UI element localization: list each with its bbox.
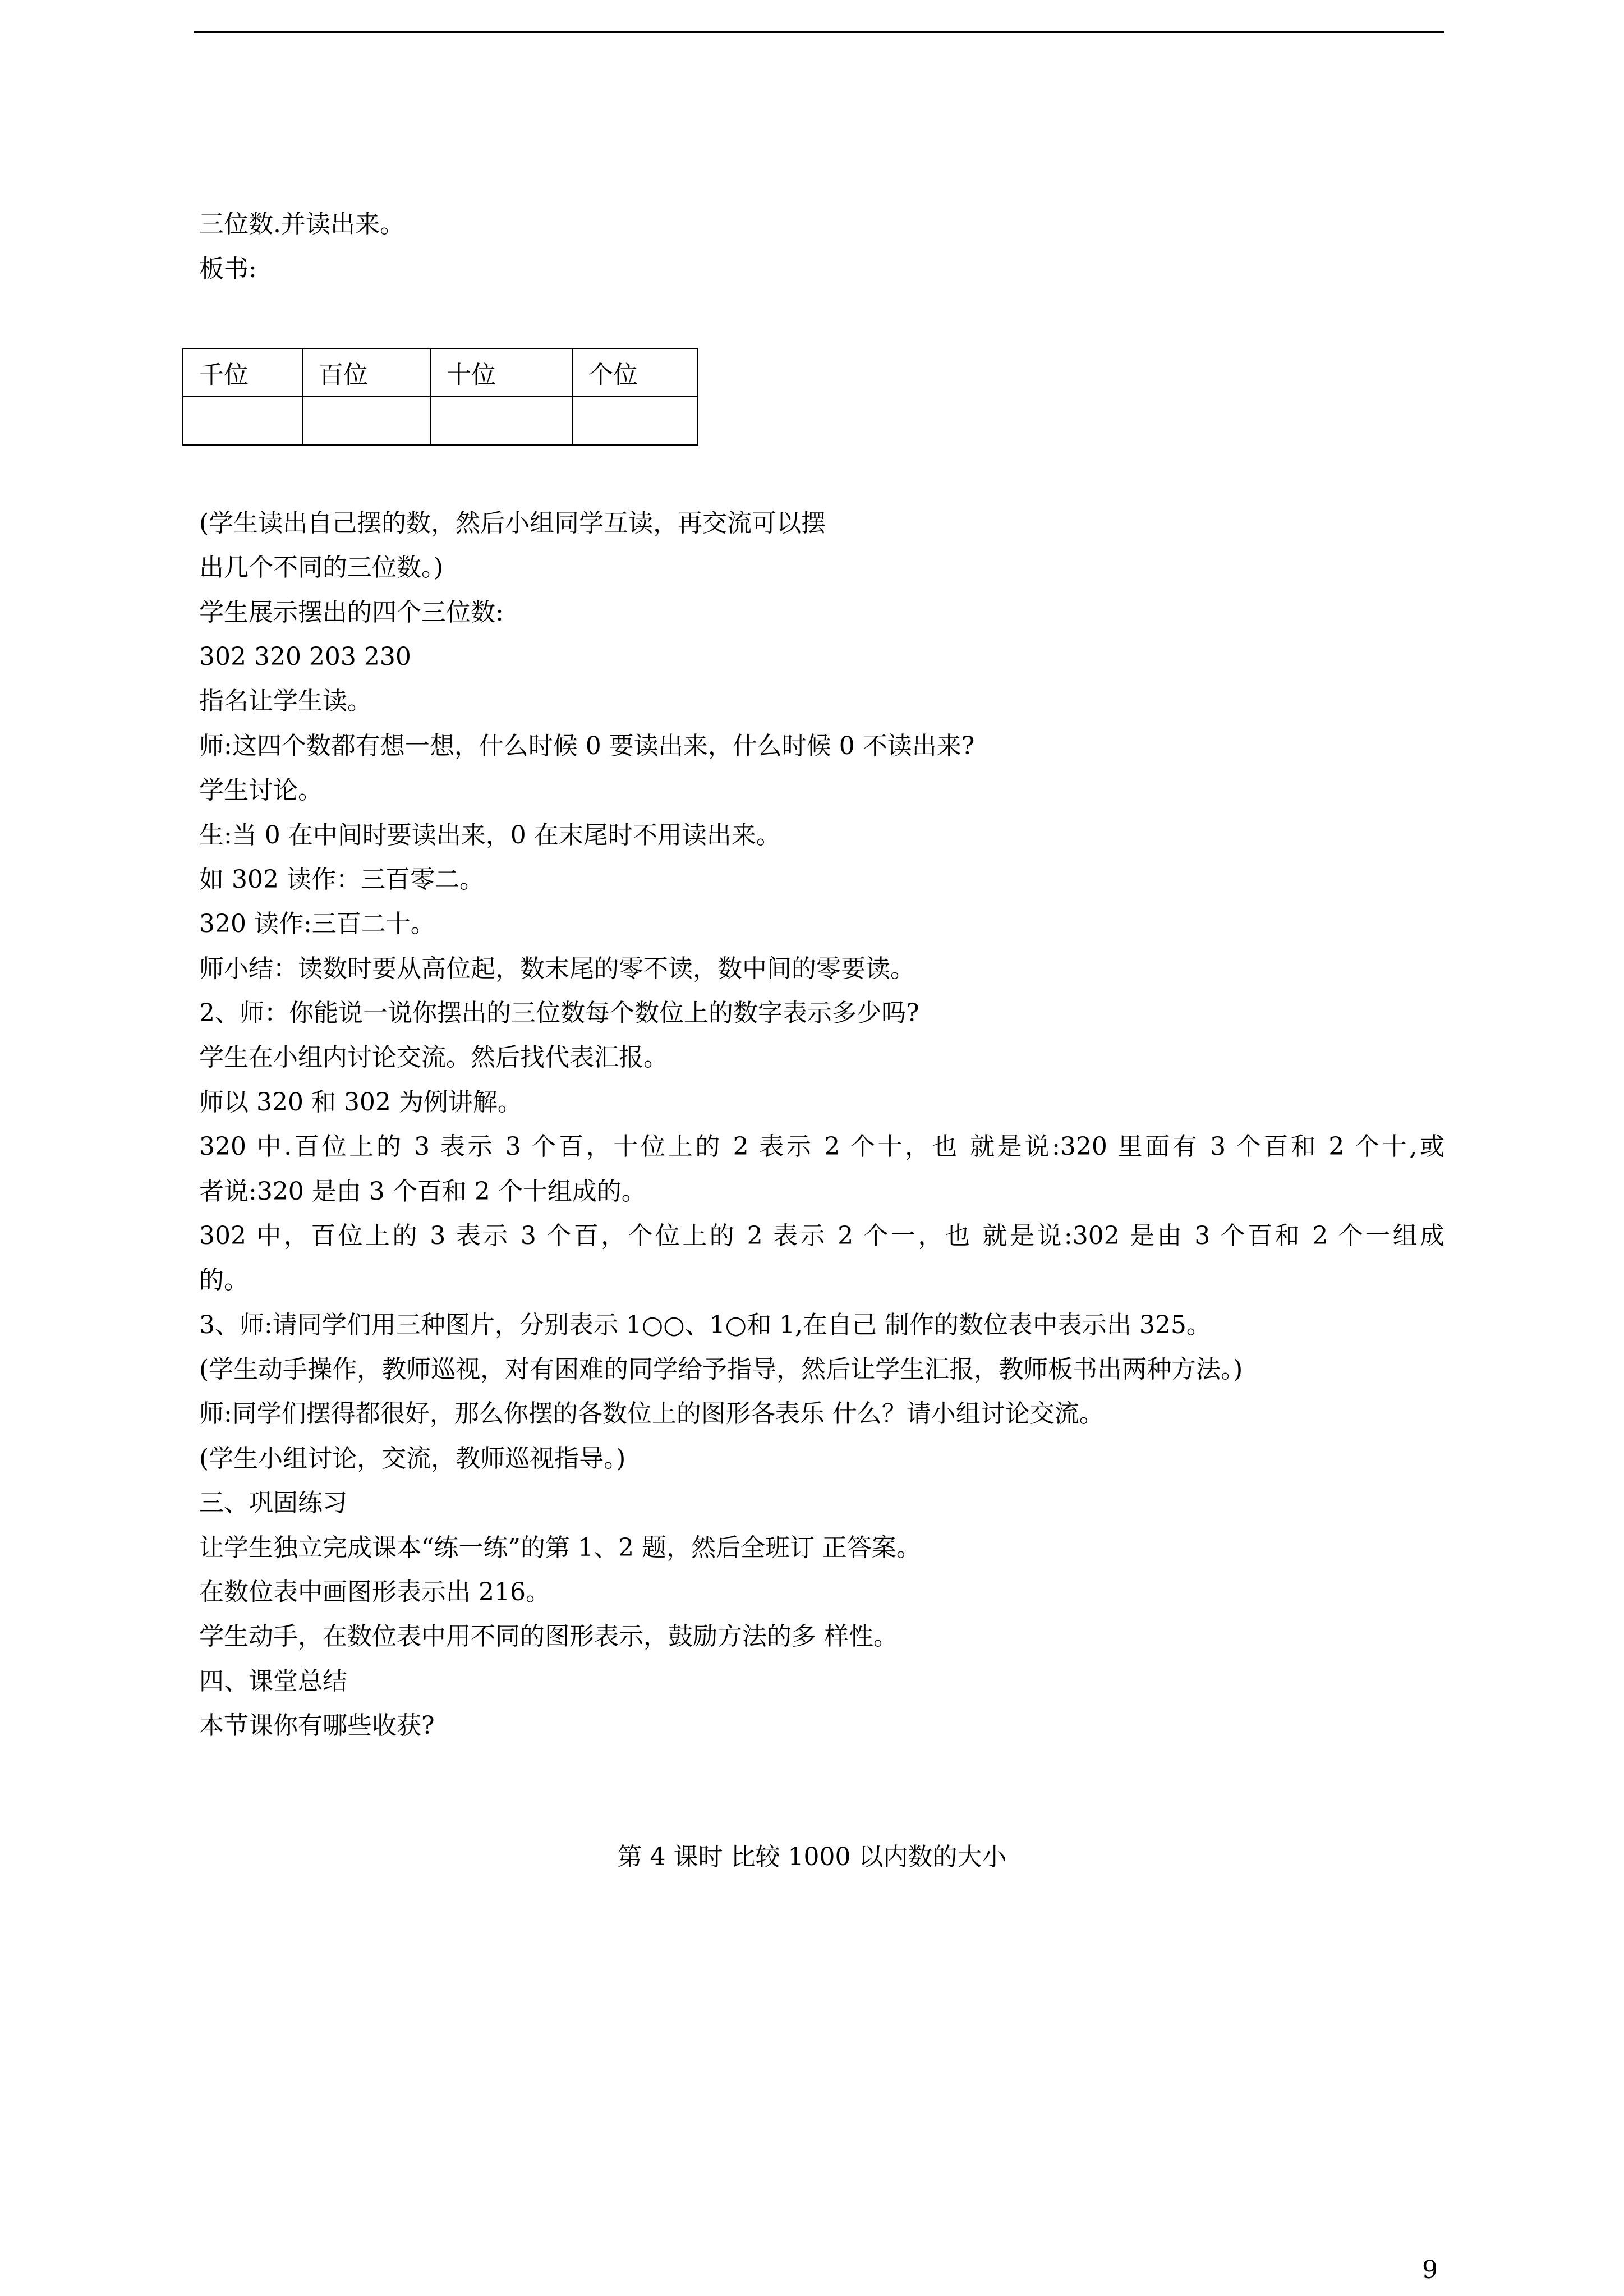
text-line: 2、师：你能说一说你摆出的三位数每个数位上的数字表示多少吗? xyxy=(199,999,919,1027)
text-line: 者说:320 是由 3 个百和 2 个十组成的。 xyxy=(199,1177,646,1206)
text-line: 师:同学们摆得都很好，那么你摆的各数位上的图形各表乐 什么？请小组讨论交流。 xyxy=(199,1399,1104,1428)
text-line: 三位数.并读出来。 xyxy=(199,210,404,238)
text-line: 师:这四个数都有想一想，什么时候 0 要读出来，什么时候 0 不读出来? xyxy=(199,732,975,760)
page-number: 9 xyxy=(1422,2256,1438,2284)
header-thousands: 千位 xyxy=(183,348,302,397)
cell-tens xyxy=(430,397,572,445)
cell-thousands xyxy=(183,397,302,445)
cell-ones xyxy=(572,397,698,445)
header-ones: 个位 xyxy=(572,348,698,397)
text-line: 板书: xyxy=(199,255,257,283)
text-line: 302 320 203 230 xyxy=(199,642,411,671)
text-line: 320 中.百位上的 3 表示 3 个百，十位上的 2 表示 2 个十，也 就是说:320 里面有 3 个百和 2 个十,或 xyxy=(199,1132,1444,1161)
text-line: 如 302 读作：三百零二。 xyxy=(199,865,484,894)
text-line: 学生在小组内讨论交流。然后找代表汇报。 xyxy=(199,1043,668,1072)
text-line: 302 中，百位上的 3 表示 3 个百，个位上的 2 表示 2 个一，也 就是说:302 是由 3 个百和 2 个一组成 xyxy=(199,1222,1444,1250)
text-line: 本节课你有哪些收获? xyxy=(199,1711,435,1740)
table-header-row xyxy=(183,348,698,397)
text-line: 学生动手，在数位表中用不同的图形表示，鼓励方法的多 样性。 xyxy=(199,1622,898,1651)
text-line: 让学生独立完成课本“练一练”的第 1、2 题，然后全班订 正答案。 xyxy=(199,1533,921,1562)
header-hundreds: 百位 xyxy=(302,348,430,397)
text-line: 学生讨论。 xyxy=(199,776,323,805)
text-line: 学生展示摆出的四个三位数: xyxy=(199,598,504,627)
text-line: (学生动手操作，教师巡视，对有困难的同学给予指导，然后让学生汇报，教师板书出两种方法。) xyxy=(199,1355,1243,1384)
section-heading: 三、巩固练习 xyxy=(199,1489,347,1517)
text-line: 指名让学生读。 xyxy=(199,687,372,715)
cell-hundreds xyxy=(302,397,430,445)
text-line: 320 读作:三百二十。 xyxy=(199,910,435,938)
text-line: 师以 320 和 302 为例讲解。 xyxy=(199,1088,522,1117)
text-line: 出几个不同的三位数。) xyxy=(199,553,444,582)
section-heading: 四、课堂总结 xyxy=(199,1667,347,1696)
text-line: 3、师:请同学们用三种图片，分别表示 1○○、1○和 1,在自己 制作的数位表中表示出 325。 xyxy=(199,1311,1211,1339)
text-line: 的。 xyxy=(199,1266,249,1294)
lesson-title: 第 4 课时 比较 1000 以内数的大小 xyxy=(617,1843,1007,1871)
text-line: 生:当 0 在中间时要读出来，0 在末尾时不用读出来。 xyxy=(199,821,781,849)
header-rule xyxy=(194,31,1444,33)
text-line: (学生读出自己摆的数，然后小组同学互读，再交流可以摆 xyxy=(199,509,826,538)
header-tens: 十位 xyxy=(430,348,572,397)
place-value-table xyxy=(182,348,698,446)
text-line: 师小结：读数时要从高位起，数末尾的零不读，数中间的零要读。 xyxy=(199,954,915,983)
text-line: 在数位表中画图形表示出 216。 xyxy=(199,1578,550,1606)
table-row xyxy=(183,397,698,445)
text-line: (学生小组讨论，交流，教师巡视指导。) xyxy=(199,1444,626,1473)
